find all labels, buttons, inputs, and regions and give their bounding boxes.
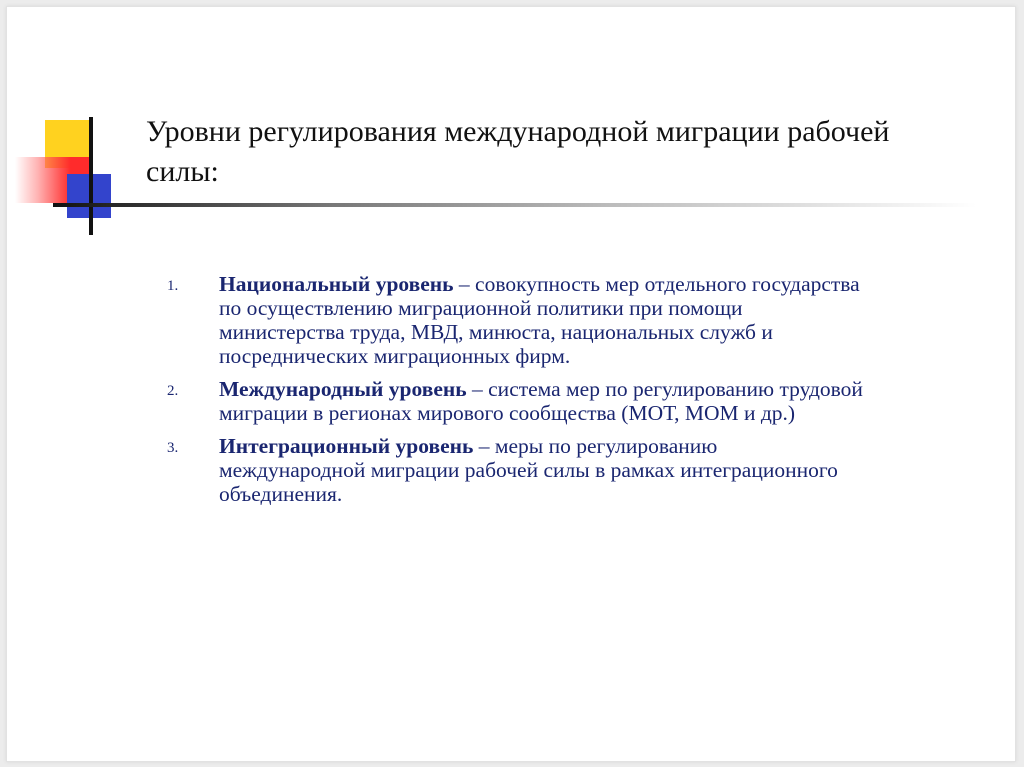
list-description: – меры по регулированию международной миграции рабочей силы в рамках интеграционного объединения. (219, 434, 838, 506)
list-term: Национальный уровень (219, 272, 454, 296)
list-item-integration (167, 434, 867, 506)
list-item-national (167, 272, 867, 368)
list-text (219, 272, 867, 368)
decor-vertical-line (89, 117, 93, 235)
list-item-international (167, 377, 867, 425)
list-text (219, 434, 867, 506)
slide (6, 6, 1016, 762)
list-description: – совокупность мер отдельного государства по осуществлению миграционной политики при помощи министерства труда, МВД, минюста, национальных служб и посреднических миграционных фирм. (219, 272, 860, 368)
list-number: 2. (167, 383, 179, 399)
title-underline (53, 203, 977, 207)
levels-list (167, 272, 867, 515)
list-description: – система мер по регулированию трудовой миграции в регионах мирового сообщества (МОТ, МОМ и др.) (219, 377, 863, 425)
list-number: 3. (167, 440, 179, 456)
list-term: Интеграционный уровень (219, 434, 474, 458)
list-number: 1. (167, 278, 179, 294)
list-term: Международный уровень (219, 377, 467, 401)
slide-title: Уровни регулирования международной миграции рабочей силы: (146, 115, 890, 188)
list-text (219, 377, 867, 425)
